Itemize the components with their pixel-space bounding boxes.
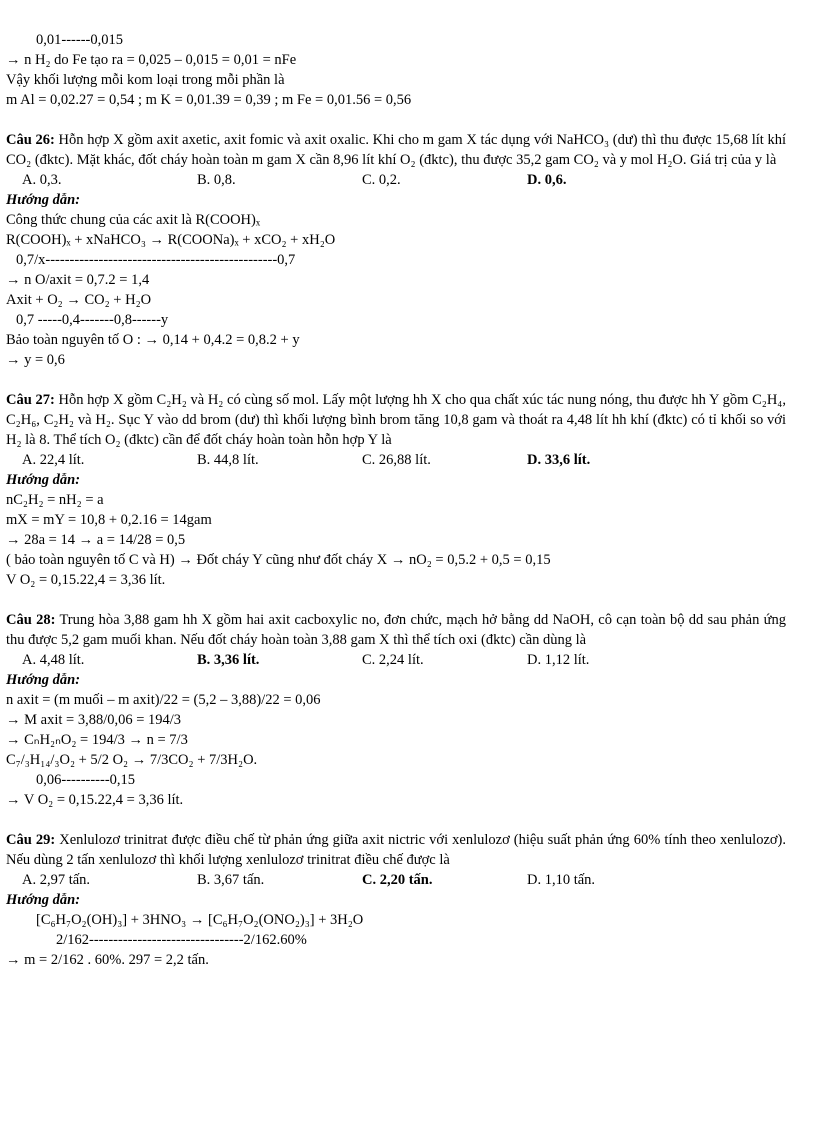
option-b-correct: B. 3,36 lít. — [197, 652, 260, 668]
question-label: Câu 28: — [6, 612, 56, 628]
option-d: D. 1,10 tấn. — [527, 872, 596, 888]
option-a: A. 4,48 lít. — [22, 652, 85, 668]
solution-line: n axit = (m muối – m axit)/22 = (5,2 – 3,88)/22 = 0,06 — [6, 692, 321, 708]
option-b: B. 3,67 tấn. — [197, 872, 265, 888]
option-a: A. 22,4 lít. — [22, 452, 85, 468]
prelude-line: Vậy khối lượng mỗi kom loại trong mỗi phần là — [6, 72, 285, 88]
solution-line: nC₂H₂ = nH₂ = a — [6, 492, 104, 508]
option-a: A. 2,97 tấn. — [22, 872, 91, 888]
guide-label: Hướng dẫn: — [6, 192, 81, 208]
answer-options — [6, 450, 786, 470]
solution-line: Axit + O₂ → CO₂ + H₂O — [6, 292, 152, 308]
document-page — [6, 30, 786, 970]
guide-label: Hướng dẫn: — [6, 472, 81, 488]
solution-line: V O₂ = 0,15.22,4 = 3,36 lít. — [6, 572, 166, 588]
answer-options — [6, 870, 786, 890]
answer-options — [6, 650, 786, 670]
prelude-line: → n H₂ do Fe tạo ra = 0,025 – 0,015 = 0,01 = nFe — [6, 52, 297, 68]
answer-options — [6, 170, 786, 190]
option-c-correct: C. 2,20 tấn. — [362, 872, 433, 888]
option-c: C. 2,24 lít. — [362, 652, 424, 668]
solution-line: → V O₂ = 0,15.22,4 = 3,36 lít. — [6, 792, 184, 808]
solution-line: → y = 0,6 — [6, 352, 65, 368]
solution-line: Công thức chung của các axit là R(COOH)ₓ — [6, 212, 261, 228]
solution-line: 0,06----------0,15 — [36, 772, 136, 788]
question-26 — [6, 130, 786, 370]
solution-line: R(COOH)ₓ + xNaHCO₃ → R(COONa)ₓ + xCO₂ + xH₂O — [6, 232, 336, 248]
solution-line: 0,7/x------------------------------------------------0,7 — [16, 252, 296, 268]
question-body: Trung hòa 3,88 gam hh X gồm hai axit cacboxylic no, đơn chức, mạch hở bằng dd NaOH, cô cạn toàn bộ dd sau phản ứng thu được 5,2 gam muối khan. Nếu đốt cháy hoàn toàn 3,88 gam X thì thể tích oxi (đktc) cần dùng là — [6, 612, 786, 648]
solution-line: → CₙH₂ₙO₂ = 194/3 → n = 7/3 — [6, 732, 188, 748]
solution-line: C₇/₃H₁₄/₃O₂ + 5/2 O₂ → 7/3CO₂ + 7/3H₂O. — [6, 752, 258, 768]
question-body: Xenlulozơ trinitrat được điều chế từ phản ứng giữa axit nictric với xenlulozơ (hiệu suất phản ứng 60% tính theo xenlulozơ). Nếu dùng 2 tấn xenlulozơ thì khối lượng xenlulozơ trinitrat điều chế được là — [6, 832, 787, 868]
solution-line: ( bảo toàn nguyên tố C và H) → Đốt cháy Y cũng như đốt cháy X → nO₂ = 0,5.2 + 0,5 = 0,15 — [6, 552, 551, 568]
option-c: C. 26,88 lít. — [362, 452, 431, 468]
solution-line: 0,7 -----0,4-------0,8------y — [16, 312, 169, 328]
solution-line: → n O/axit = 0,7.2 = 1,4 — [6, 272, 150, 288]
question-text — [6, 830, 786, 870]
question-27 — [6, 390, 786, 590]
solution-line: Bảo toàn nguyên tố O : → 0,14 + 0,4.2 = 0,8.2 + y — [6, 332, 300, 348]
question-29 — [6, 830, 786, 970]
prelude-line: 0,01------0,015 — [36, 32, 123, 48]
question-28 — [6, 610, 786, 810]
option-d-correct: D. 33,6 lít. — [527, 452, 591, 468]
question-text — [6, 390, 786, 450]
option-b: B. 44,8 lít. — [197, 452, 259, 468]
option-d: D. 1,12 lít. — [527, 652, 590, 668]
solution-line: → m = 2/162 . 60%. 297 = 2,2 tấn. — [6, 952, 209, 968]
question-label: Câu 29: — [6, 832, 56, 848]
option-c: C. 0,2. — [362, 172, 401, 188]
solution-line: 2/162--------------------------------2/162.60% — [56, 932, 307, 948]
solution-line: → 28a = 14 → a = 14/28 = 0,5 — [6, 532, 186, 548]
prelude-block — [6, 30, 786, 110]
question-text — [6, 130, 786, 170]
solution-line: [C₆H₇O₂(OH)₃] + 3HNO₃ → [C₆H₇O₂(ONO₂)₃] + 3H₂O — [36, 912, 364, 928]
guide-label: Hướng dẫn: — [6, 892, 81, 908]
question-body: Hỗn hợp X gồm axit axetic, axit fomic và axit oxalic. Khi cho m gam X tác dụng với NaHCO₃ (dư) thì thu được 15,68 lít khí CO₂ (đktc). Mặt khác, đốt cháy hoàn toàn m gam X cần 8,96 lít khí O₂ (đktc), thu được 35,2 gam CO₂ và y mol H₂O. Giá trị của y là — [6, 132, 787, 168]
option-b: B. 0,8. — [197, 172, 236, 188]
solution-line: mX = mY = 10,8 + 0,2.16 = 14gam — [6, 512, 212, 528]
question-label: Câu 26: — [6, 132, 55, 148]
option-d-correct: D. 0,6. — [527, 172, 567, 188]
question-body: Hỗn hợp X gồm C₂H₂ và H₂ có cùng số mol. Lấy một lượng hh X cho qua chất xúc tác nung nóng, thu được hh Y gồm C₂H₄, C₂H₆, C₂H₂ và H₂. Sục Y vào dd brom (dư) thì khối lượng bình brom tăng 10,8 gam và thoát ra 4,48 lít hh khí (đktc) có tỉ khối so với H₂ là 8. Thể tích O₂ (đktc) cần để đốt cháy hoàn toàn hỗn hợp Y là — [6, 392, 786, 448]
solution-line: → M axit = 3,88/0,06 = 194/3 — [6, 712, 182, 728]
option-a: A. 0,3. — [22, 172, 62, 188]
guide-label: Hướng dẫn: — [6, 672, 81, 688]
prelude-line: m Al = 0,02.27 = 0,54 ; m K = 0,01.39 = 0,39 ; m Fe = 0,01.56 = 0,56 — [6, 92, 412, 108]
question-text — [6, 610, 786, 650]
question-label: Câu 27: — [6, 392, 55, 408]
